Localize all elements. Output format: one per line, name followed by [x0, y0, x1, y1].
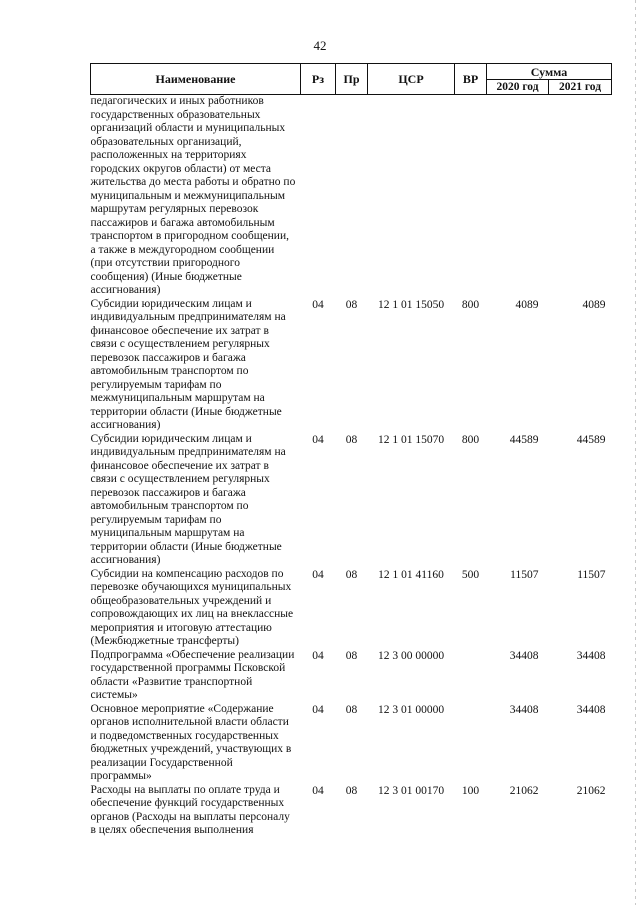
page-number: 42: [313, 38, 327, 53]
row-sum-2021: 21062: [576, 784, 606, 797]
row-sum-2021: [549, 95, 612, 298]
header-year-2021: 2021 год: [549, 80, 612, 95]
row-sum-2020: 4089: [515, 298, 539, 311]
row-vr: 800: [461, 298, 480, 311]
row-rz: 04: [312, 703, 324, 716]
table-row: [91, 433, 612, 568]
row-rz: 04: [312, 784, 324, 797]
row-name: Подпрограмма «Обеспечение реализации государственной программы Псковской области «Развитие транспортной системы»: [90, 648, 295, 701]
header-pr: Пр: [336, 64, 368, 95]
table-row: [91, 95, 612, 298]
row-pr: [336, 95, 368, 298]
row-sum-2021: 34408: [576, 649, 606, 662]
row-csr: 12 1 01 41160: [378, 568, 444, 581]
row-sum-2020: 34408: [509, 703, 539, 716]
scan-edge-line: [635, 0, 636, 905]
row-vr: 100: [461, 784, 480, 797]
row-csr: 12 3 01 00000: [377, 703, 445, 716]
row-csr: 12 1 01 15070: [377, 433, 445, 446]
row-rz: 04: [312, 298, 324, 311]
row-vr: 500: [461, 568, 480, 581]
row-csr: 12 3 01 00170: [377, 784, 445, 797]
row-name: Субсидии юридическим лицам и индивидуальным предпринимателям на финансовое обеспечение их затрат в связи с осуществлением регулярных перевозок пассажиров и багажа автомобильным транспортом по регулируемым тарифам по муниципальным маршрутам на территории области (Иные бюджетные ассигнования): [90, 432, 286, 566]
row-sum-2021: 34408: [576, 703, 606, 716]
row-vr: 800: [461, 433, 480, 446]
row-rz: [301, 95, 336, 298]
row-name: Расходы на выплаты по оплате труда и обеспечение функций государственных органов (Расходы на выплаты персоналу в целях обеспечения выполнения: [90, 783, 290, 836]
table-row: [91, 298, 612, 433]
row-sum-2020: 11507: [510, 568, 539, 581]
row-pr: 08: [345, 568, 358, 581]
row-pr: 08: [345, 298, 358, 311]
header-rz: Рз: [301, 64, 336, 95]
row-pr: 08: [345, 433, 358, 446]
row-pr: 08: [345, 649, 358, 662]
row-sum-2021: 44589: [576, 433, 606, 446]
header-sum: Сумма: [487, 64, 612, 80]
row-name: Субсидии на компенсацию расходов по перевозке обучающихся муниципальных общеобразовательных учреждений и сопровождающих их лиц на внеклассные мероприятия и итоговую аттестацию (Межбюджетные трансферты): [90, 567, 294, 647]
row-csr: [368, 95, 455, 298]
table-row: [91, 649, 612, 703]
row-vr: [455, 703, 487, 784]
row-rz: 04: [312, 649, 324, 662]
table-header: [91, 64, 612, 95]
header-csr: ЦСР: [368, 64, 455, 95]
table-row: [91, 703, 612, 784]
row-name: Основное мероприятие «Содержание органов исполнительной власти области и подведомственных государственных бюджетных учреждений, участвующих в реализации Государственной программы»: [90, 702, 292, 782]
row-sum-2020: 44589: [509, 433, 539, 446]
row-csr: 12 1 01 15050: [377, 298, 445, 311]
row-sum-2020: 34408: [509, 649, 539, 662]
table-row: [91, 784, 612, 838]
budget-table: [90, 63, 612, 838]
row-pr: 08: [345, 784, 358, 797]
row-sum-2020: 21062: [509, 784, 539, 797]
row-vr: [455, 95, 487, 298]
row-sum-2021: 4089: [582, 298, 606, 311]
header-vr: ВР: [455, 64, 487, 95]
table-row: [91, 568, 612, 649]
row-rz: 04: [312, 568, 324, 581]
row-rz: 04: [312, 433, 324, 446]
row-name: педагогических и иных работников государственных образовательных организаций области и муниципальных образовательных организаций, расположенных на территориях городских округов области) от места жительства до места работы и обратно по муниципальным и межмуниципальным маршрутам регулярных перевозок пассажиров и багажа автомобильным транспортом в пригородном сообщении, а также в междугородном сообщении (при отсутствии пригородного сообщения) (Иные бюджетные ассигнования): [90, 95, 296, 296]
row-csr: 12 3 00 00000: [377, 649, 445, 662]
row-pr: 08: [345, 703, 358, 716]
row-vr: [455, 649, 487, 703]
row-sum-2020: [487, 95, 549, 298]
header-year-2020: 2020 год: [487, 80, 549, 95]
row-sum-2021: 11507: [577, 568, 606, 581]
header-name: Наименование: [91, 64, 301, 95]
row-name: Субсидии юридическим лицам и индивидуальным предпринимателям на финансовое обеспечение их затрат в связи с осуществлением регулярных перевозок пассажиров и багажа автомобильным транспортом по регулируемым тарифам по межмуниципальным маршрутам на территории области (Иные бюджетные ассигнования): [90, 297, 286, 431]
